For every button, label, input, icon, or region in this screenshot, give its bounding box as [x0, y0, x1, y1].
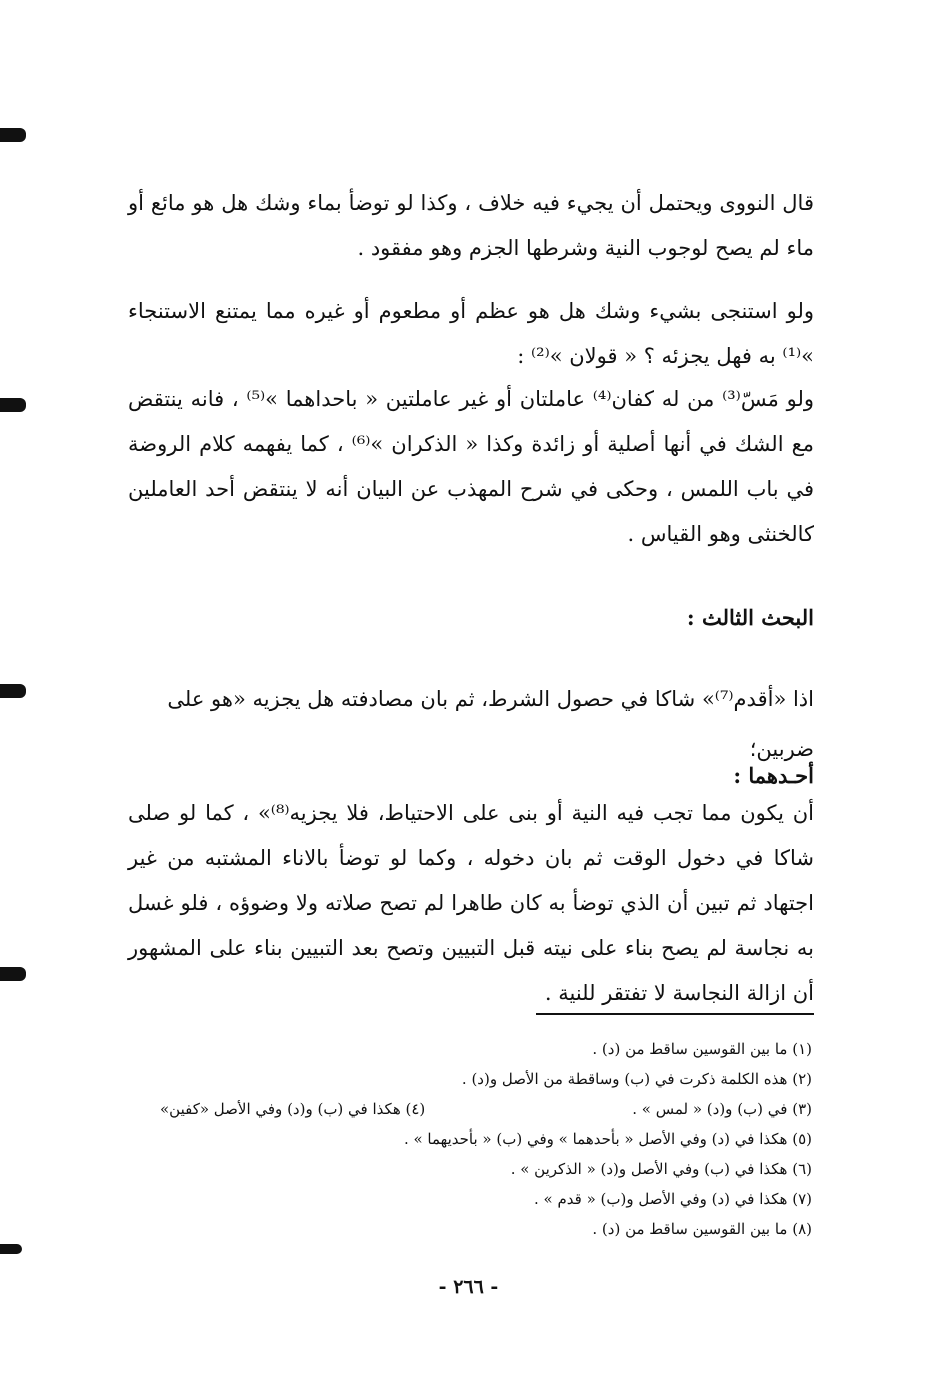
binding-mark [0, 128, 26, 142]
paragraph-5: أن يكون مما تجب فيه النية أو بنى على الاحتياط، فلا يجزيه⁽⁸⁾» ، كما لو صلى شاكا في دخول الوقت ثم بان دخوله ، وكما لو توضأ بالاناء المشتبه من غير اجتهاد ثم تبين أن الذي توضأ به كان طاهرا لم تصح صلاته ولا وضوؤه ، فلو غسل به نجاسة لم يصح بناء على نيته قبل التبيين وتصح بعد التبيين بناء على المشهور أن ازالة النجاسة لا تفتقر للنية . [128, 801, 814, 1005]
footnotes [160, 1034, 812, 1244]
footnote-6: (٦) هكذا في (ب) وفي الأصل و(د) « الذكرين » . [510, 1160, 812, 1178]
binding-mark [0, 684, 26, 698]
footnote-divider [536, 1013, 814, 1015]
page-number: - ٢٦٦ - [438, 1276, 499, 1298]
binding-mark [0, 398, 26, 412]
paragraph-4-continued: ضربين؛ [749, 737, 814, 761]
footnote-4: (٤) هكذا في (ب) و(د) وفي الأصل «كفين» [160, 1100, 426, 1118]
footnote-8: (٨) ما بين القوسين ساقط من (د) . [592, 1220, 812, 1238]
paragraph-4: اذا «أقدم⁽⁷⁾» شاكا في حصول الشرط، ثم بان مصادفته هل يجزيه «هو على [167, 687, 814, 711]
binding-mark [0, 967, 26, 981]
footnote-5: (٥) هكذا في (د) وفي الأصل « بأحدهما » وفي (ب) « بأحديهما » . [403, 1130, 812, 1148]
paragraph-3: ولو مَسّ⁽³⁾ من له كفان⁽⁴⁾ عاملتان أو غير عاملتين « باحداهما »⁽⁵⁾ ، فانه ينتقض مع الشك في أنها أصلية أو زائدة وكذا « الذكران »⁽⁶⁾ ، كما يفهمه كلام الروضة في باب اللمس ، وحكى في شرح المهذب عن البيان أنه لا ينتقض أحد العاملين كالخنثى وهو القياس . [128, 387, 815, 546]
footnote-7: (٧) هكذا في (د) وفي الأصل و(ب) « قدم » . [533, 1190, 812, 1208]
footnote-2: (٢) هذه الكلمة ذكرت في (ب) وساقطة من الأصل و(د) . [461, 1070, 812, 1088]
section-heading: البحث الثالث : [686, 605, 814, 630]
footnote-1: (١) ما بين القوسين ساقط من (د) . [592, 1040, 812, 1058]
footnote-row-3-4 [160, 1094, 812, 1124]
binding-mark [0, 1244, 22, 1254]
paragraph-2: ولو استنجى بشيء وشك هل هو عظم أو مطعوم أو غيره مما يمتنع الاستنجاء »⁽¹⁾ به فهل يجزئه ؟ « قولان »⁽²⁾ : [128, 299, 814, 368]
footnote-3: (٣) في (ب) و(د) « لمس » . [632, 1100, 812, 1118]
subheading: أحـدهما : [733, 763, 814, 788]
paragraph-1: قال النووى ويحتمل أن يجيء فيه خلاف ، وكذا لو توضأ بماء وشك هل هو مائع أو ماء لم يصح لوجوب النية وشرطها الجزم وهو مفقود . [128, 191, 814, 260]
